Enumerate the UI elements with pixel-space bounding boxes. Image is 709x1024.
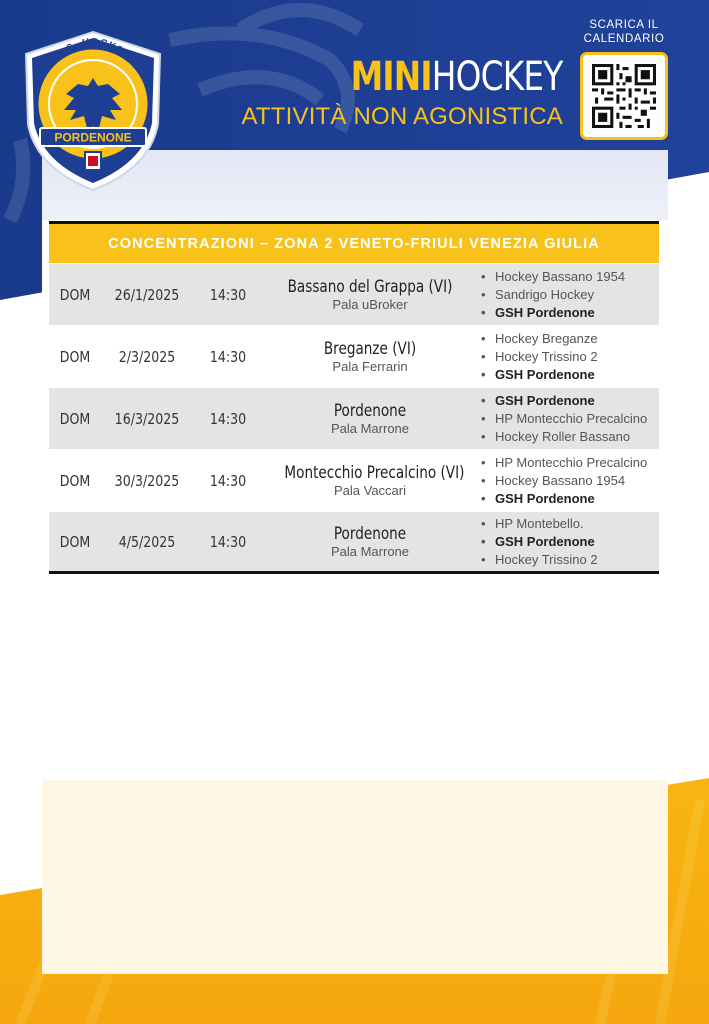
- title-mini: MINI: [351, 54, 433, 100]
- venue-cell: [263, 401, 477, 437]
- eagle-crest-icon: [18, 28, 168, 193]
- table-row: [49, 325, 659, 387]
- team-name: • Hockey Roller Bassano: [481, 428, 659, 446]
- venue-name: Pala Marrone: [330, 420, 410, 436]
- team-name: • Sandrigo Hockey: [481, 286, 659, 304]
- team-name: • GSH Pordenone: [481, 533, 659, 551]
- team-name: • Hockey Trissino 2: [481, 551, 659, 569]
- venue-name: Pala Marrone: [330, 543, 410, 559]
- team-name: • Hockey Breganze: [481, 330, 659, 348]
- logo-arc-text: G.S. HOCKEY: [53, 36, 133, 63]
- table-row: [49, 387, 659, 449]
- venue-name: Pala Vaccari: [333, 482, 406, 498]
- teams-cell: [477, 392, 659, 446]
- team-name: • Hockey Trissino 2: [481, 348, 659, 366]
- venue-city: Breganze (VI): [323, 338, 417, 359]
- teams-cell: [477, 268, 659, 322]
- page-title: [241, 55, 563, 131]
- team-name: • GSH Pordenone: [481, 366, 659, 384]
- day-cell: DOM: [59, 347, 91, 366]
- venue-cell: [263, 339, 477, 375]
- qr-code-icon[interactable]: [580, 52, 668, 140]
- time-cell: 14:30: [209, 409, 247, 428]
- teams-cell: [477, 330, 659, 384]
- teams-cell: [477, 515, 659, 569]
- qr-label: [582, 18, 666, 46]
- day-cell: DOM: [59, 471, 91, 490]
- team-name: • HP Montecchio Precalcino: [481, 410, 659, 428]
- time-cell: 14:30: [209, 285, 247, 304]
- venue-city: Pordenone: [333, 400, 407, 421]
- qr-label-line2: CALENDARIO: [583, 33, 665, 45]
- time-cell: 14:30: [209, 347, 247, 366]
- time-cell: 14:30: [209, 532, 247, 551]
- table-row: [49, 263, 659, 325]
- venue-cell: [263, 463, 477, 499]
- team-name: • GSH Pordenone: [481, 304, 659, 322]
- day-cell: DOM: [59, 532, 91, 551]
- team-name: • Hockey Bassano 1954: [481, 268, 659, 286]
- date-cell: 30/3/2025: [114, 471, 180, 490]
- page-subtitle: ATTIVITÀ NON AGONISTICA: [241, 103, 563, 130]
- team-name: • Hockey Bassano 1954: [481, 472, 659, 490]
- teams-cell: [477, 454, 659, 508]
- team-name: • GSH Pordenone: [481, 392, 659, 410]
- time-cell: 14:30: [209, 471, 247, 490]
- venue-city: Pordenone: [333, 523, 407, 544]
- table-row: [49, 449, 659, 511]
- date-cell: 26/1/2025: [114, 285, 180, 304]
- table-body: [49, 263, 659, 574]
- team-name: • GSH Pordenone: [481, 490, 659, 508]
- date-cell: 4/5/2025: [118, 532, 176, 551]
- table-row: [49, 511, 659, 574]
- venue-name: Pala Ferrarin: [332, 358, 408, 374]
- day-cell: DOM: [59, 409, 91, 428]
- qr-code-graphic: [592, 64, 656, 128]
- date-cell: 2/3/2025: [118, 347, 176, 366]
- qr-label-line1: SCARICA IL: [589, 19, 659, 31]
- venue-city: Bassano del Grappa (VI): [287, 276, 453, 297]
- venue-cell: [263, 524, 477, 560]
- team-name: • HP Montebello.: [481, 515, 659, 533]
- venue-city: Montecchio Precalcino (VI): [284, 462, 465, 483]
- team-name: • HP Montecchio Precalcino: [481, 454, 659, 472]
- card-bottom-tint: [42, 780, 668, 974]
- logo-banner-text: PORDENONE: [54, 130, 132, 145]
- day-cell: DOM: [59, 285, 91, 304]
- title-hockey: HOCKEY: [432, 54, 563, 100]
- venue-cell: [263, 277, 477, 313]
- date-cell: 16/3/2025: [114, 409, 180, 428]
- schedule-table: [49, 221, 659, 574]
- venue-name: Pala uBroker: [332, 296, 408, 312]
- table-heading: CONCENTRAZIONI – ZONA 2 VENETO-FRIULI VENEZIA GIULIA: [49, 221, 659, 263]
